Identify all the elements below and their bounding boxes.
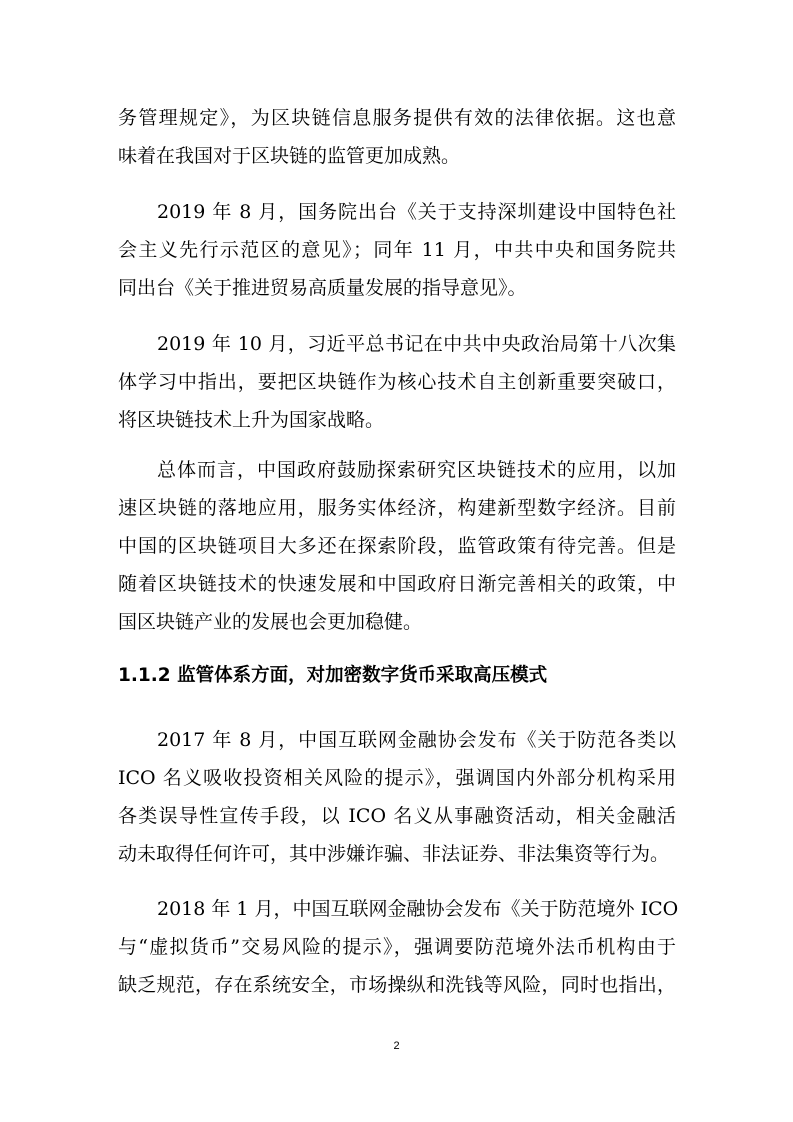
text-line: 将区块链技术上升为国家战略。: [118, 409, 385, 431]
text-line: 各类误导性宣传手段，以 ICO 名义从事融资活动，相关金融活: [118, 805, 676, 827]
section-heading: 1.1.2 监管体系方面，对加密数字货币采取高压模式: [118, 665, 548, 686]
paragraph-summary: [118, 451, 676, 641]
text-line: 与“虚拟货币”交易风险的提示》，强调要防范境外法币机构由于: [118, 936, 676, 958]
paragraph-blockchain-regulation: [118, 99, 676, 175]
text-line: 总体而言，中国政府鼓励探索研究区块链技术的应用，以加: [157, 459, 676, 481]
text-line: 速区块链的落地应用，服务实体经济，构建新型数字经济。目前: [118, 497, 676, 519]
text-line: 同出台《关于推进贸易高质量发展的指导意见》。: [118, 277, 527, 299]
page-number: 2: [393, 1040, 400, 1052]
text-line: 2019 年 8 月，国务院出台《关于支持深圳建设中国特色社: [157, 201, 676, 223]
text-line: 务管理规定》，为区块链信息服务提供有效的法律依据。这也意: [118, 107, 676, 129]
paragraph-2019-august: [118, 193, 676, 307]
paragraph-2018-january: [118, 890, 679, 1004]
text-line: 味着在我国对于区块链的监管更加成熟。: [118, 145, 461, 167]
text-line: 2017 年 8 月，中国互联网金融协会发布《关于防范各类以: [157, 729, 676, 751]
text-line: 体学习中指出，要把区块链作为核心技术自主创新重要突破口，: [118, 371, 676, 393]
text-line: 随着区块链技术的快速发展和中国政府日渐完善相关的政策，中: [118, 573, 676, 595]
text-line: ICO 名义吸收投资相关风险的提示》，强调国内外部分机构采用: [118, 767, 676, 789]
text-line: 缺乏规范，存在系统安全，市场操纵和洗钱等风险，同时也指出，: [118, 974, 676, 996]
text-line: 2019 年 10 月，习近平总书记在中共中央政治局第十八次集: [157, 333, 676, 355]
text-line: 动未取得任何许可，其中涉嫌诈骗、非法证券、非法集资等行为。: [118, 843, 670, 865]
text-line: 中国的区块链项目大多还在探索阶段，监管政策有待完善。但是: [118, 535, 676, 557]
text-line: 2018 年 1 月，中国互联网金融协会发布《关于防范境外 ICO: [157, 898, 679, 920]
text-line: 国区块链产业的发展也会更加稳健。: [118, 611, 423, 633]
paragraph-2019-october: [118, 325, 676, 439]
text-line: 会主义先行示范区的意见》；同年 11 月，中共中央和国务院共: [118, 239, 676, 261]
paragraph-2017-august: [118, 721, 676, 873]
